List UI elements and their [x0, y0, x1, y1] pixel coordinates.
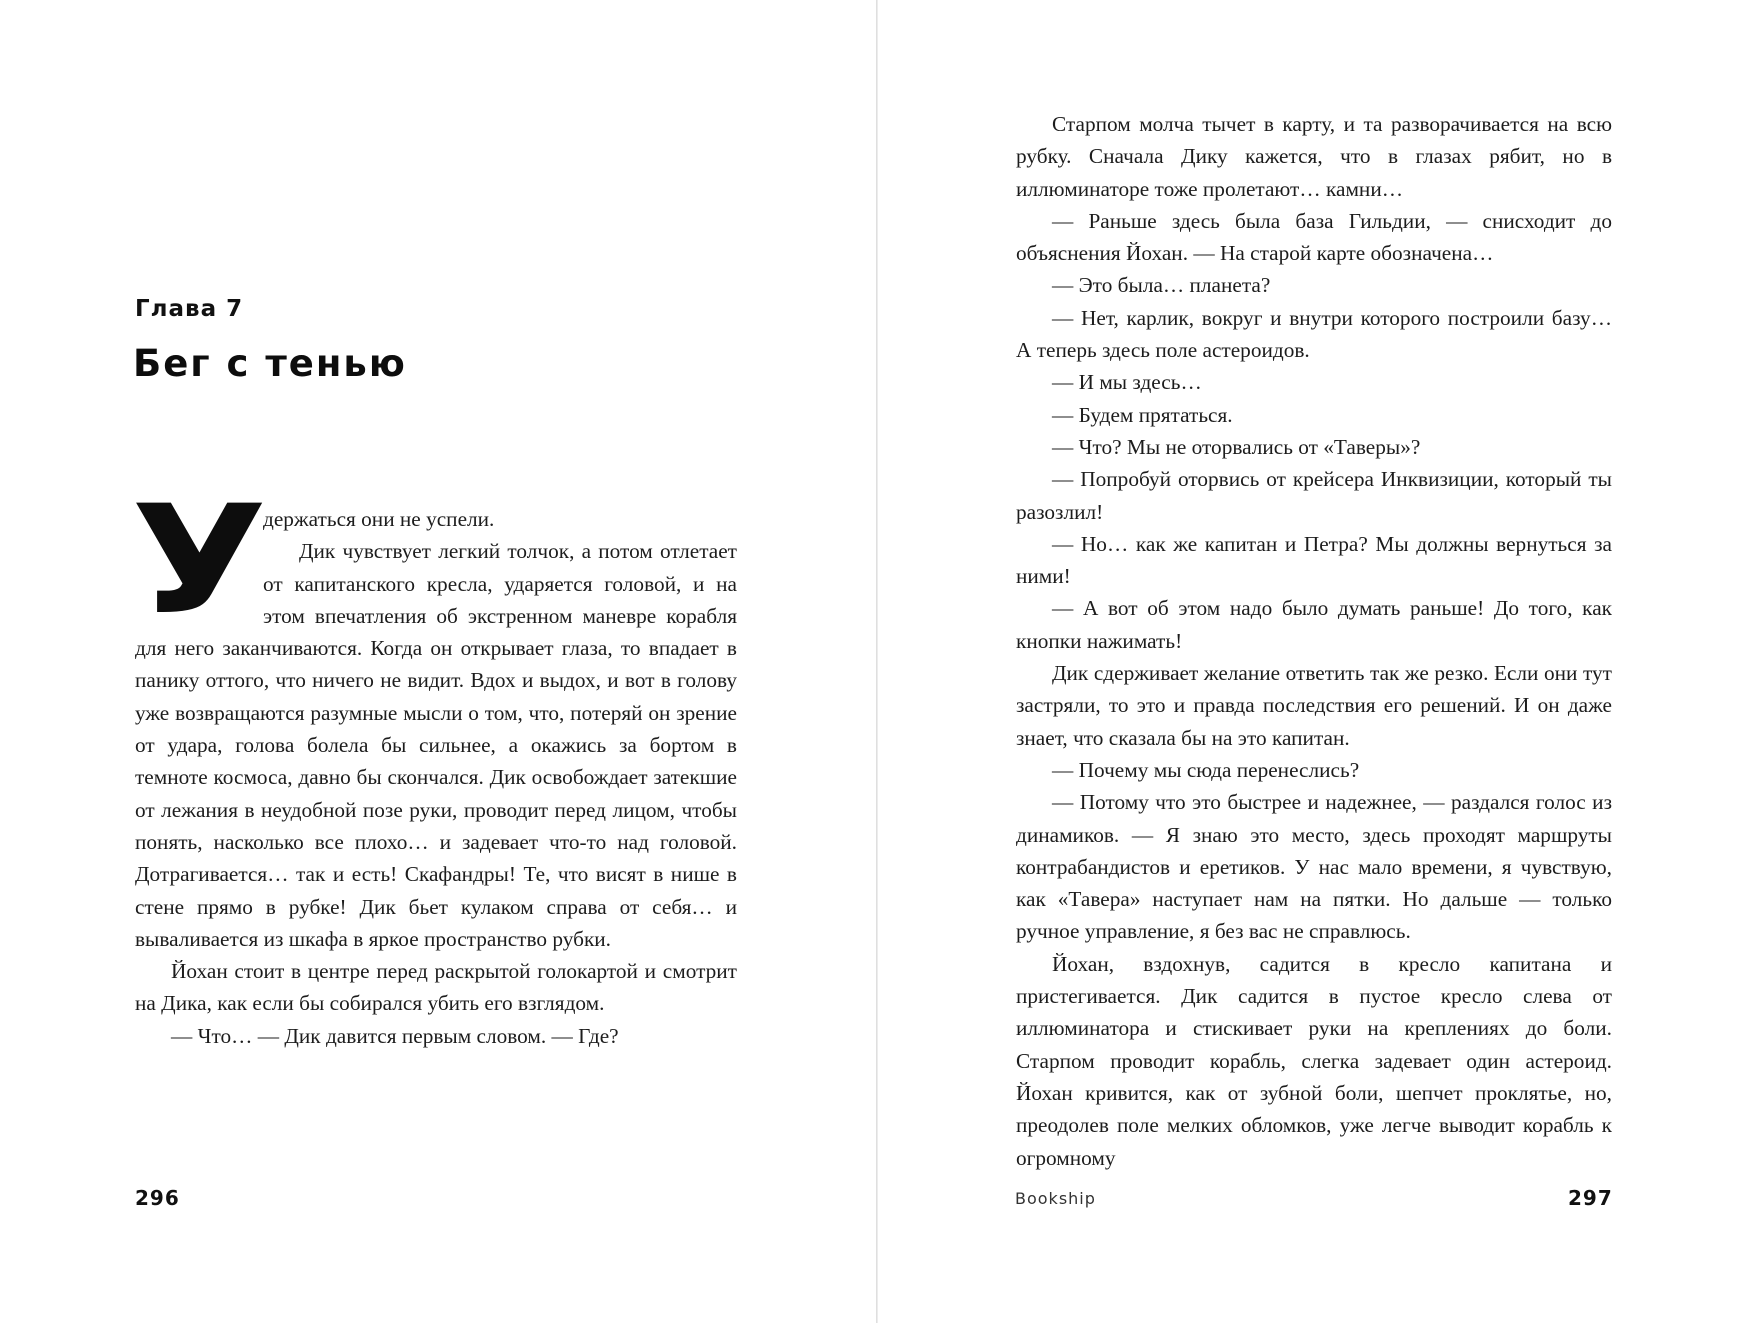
- page-number-left: 296: [135, 1186, 180, 1210]
- paragraph: — Нет, карлик, вокруг и внутри которого построили базу… А теперь здесь поле астероидов.: [1016, 305, 1612, 363]
- left-page: [0, 0, 876, 1323]
- right-body-text: [1016, 108, 1612, 1174]
- paragraph: Старпом молча тычет в карту, и та разворачивается на всю рубку. Сначала Дику кажется, что в глазах рябит, но в иллюминаторе тоже пролетают… камни…: [1016, 112, 1612, 201]
- paragraph: держаться они не успели.: [263, 507, 495, 531]
- paragraph: — Почему мы сюда перенеслись?: [1052, 757, 1360, 782]
- paragraph: — Потому что это быстрее и надежнее, — раздался голос из динамиков. — Я знаю это место, здесь проходят маршруты контрабандистов и еретиков. У нас мало времени, я чувствую, как «Тавера» наступает нам на пятки. Но дальше — только ручное управление, я без вас не справлюсь.: [1016, 790, 1612, 944]
- paragraph: — А вот об этом надо было думать раньше! До того, как кнопки нажимать!: [1016, 596, 1612, 653]
- paragraph: Дик чувствует легкий толчок, а потом отлетает от капитанского кресла, ударяется головой, и на этом впечатления об экстренном маневре корабля для него заканчиваются. Когда он открывает глаза, то впадает в панику оттого, что ничего не видит. Вдох и выдох, и вот в голову уже возвращаются разумные мысли о том, что, потеряй он зрение от удара, голова болела бы сильнее, а окажись за бортом в темноте космоса, давно бы скончался. Дик освобождает затекшие от лежания в неудобной позе руки, проводит перед лицом, чтобы понять, насколько все плохо… и задевает что-то над головой. Дотрагивается… так и есть! Скафандры! Те, что висят в нише в стене прямо в рубке! Дик бьет кулаком справа от себя… и вываливается из шкафа в яркое пространство рубки.: [135, 539, 737, 951]
- left-body-text: [131, 474, 737, 1052]
- paragraph: — И мы здесь…: [1052, 370, 1202, 395]
- paragraph: — Раньше здесь была база Гильдии, — снисходит до объяснения Йохан. — На старой карте обозначена…: [1016, 208, 1612, 266]
- paragraph: — Что… — Дик давится первым словом. — Где?: [171, 1023, 619, 1048]
- paragraph: Йохан стоит в центре перед раскрытой голокартой и смотрит на Дика, как если бы собирался убить его взглядом.: [135, 959, 737, 1016]
- chapter-label: Глава 7: [135, 296, 244, 322]
- paragraph: Дик сдерживает желание ответить так же резко. Если они тут застряли, то это и правда последствия его решений. И он даже знает, что сказала бы на это капитан.: [1016, 661, 1612, 750]
- paragraph: — Это была… планета?: [1052, 273, 1271, 298]
- paragraph: — Будем прятаться.: [1052, 402, 1233, 427]
- chapter-title: Бег с тенью: [133, 342, 407, 385]
- page-number-right: 297: [1568, 1186, 1613, 1210]
- paragraph: — Попробуй оторвись от крейсера Инквизиции, который ты разозлил!: [1016, 467, 1612, 524]
- paragraph: — Что? Мы не оторвались от «Таверы»?: [1052, 434, 1421, 459]
- paragraph: — Но… как же капитан и Петра? Мы должны вернуться за ними!: [1016, 531, 1612, 589]
- drop-cap: У: [131, 474, 268, 648]
- running-footer: Bookship: [1015, 1189, 1096, 1208]
- paragraph: Йохан, вздохнув, садится в кресло капитана и пристегивается. Дик садится в пустое кресло слева от иллюминатора и стискивает руки на креплениях до боли. Старпом проводит корабль, слегка задевает один астероид. Йохан кривится, как от зубной боли, шепчет проклятье, но, преодолев поле мелких обломков, уже легче выводит корабль к огромному: [1016, 951, 1612, 1170]
